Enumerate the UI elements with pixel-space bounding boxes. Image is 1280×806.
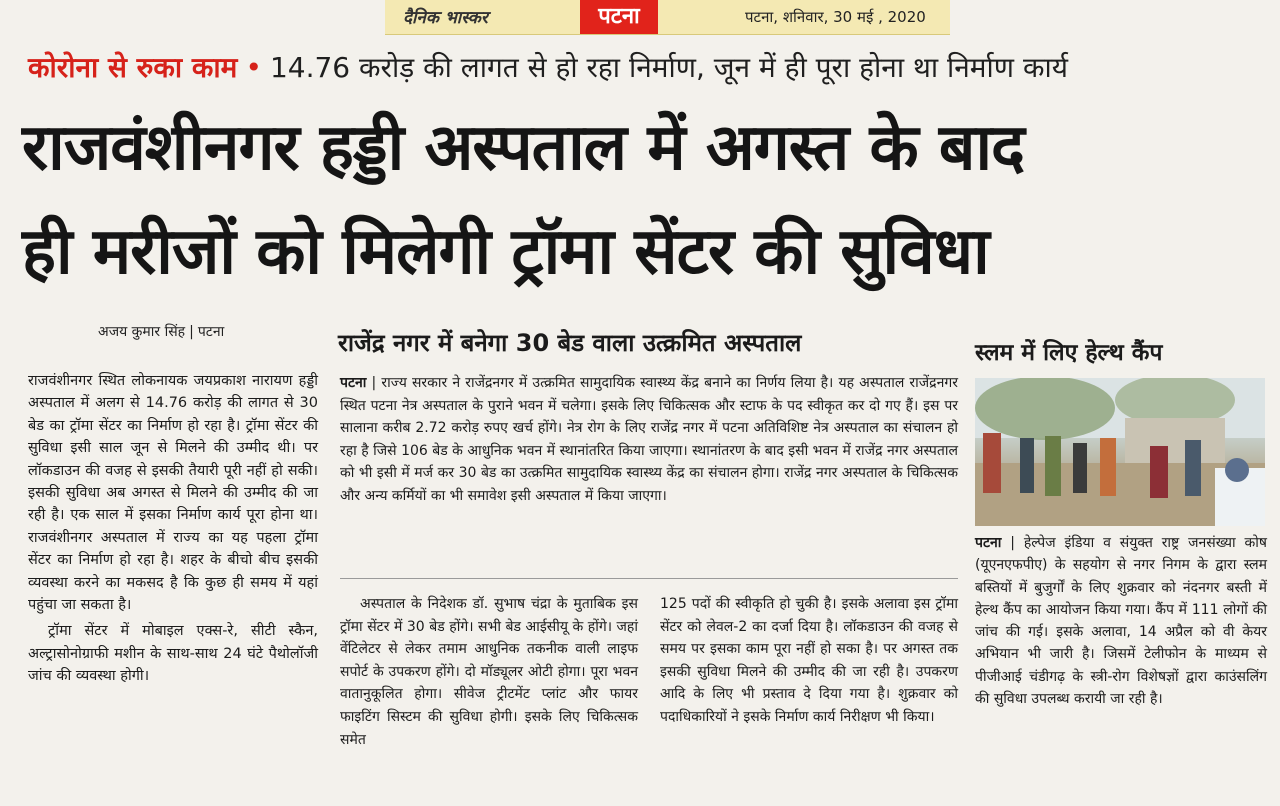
left-paragraph-1: राजवंशीनगर स्थित लोकनायक जयप्रकाश नारायण हड्डी अस्पताल में अलग से 14.76 करोड़ की लागत से 30 बेड का ट्रॉमा सेंटर का निर्माण हो रहा है। ट्रॉमा सेंटर की सुविधा इसी साल जून से मिलने की उम्मीद थी। पर लॉकडाउन की वजह से इसकी तैयारी पूरी नहीं हो सकी। इसकी सुविधा अब अगस्त से मिलने की उम्मीद की जा रही है। एक साल में इसका निर्माण कार्य पूरा होना था। राजवंशीनगर अस्पताल में राज्य का यह पहला ट्रॉमा सेंटर का निर्माण हो रहा है। शहर के बीचो बीच इसकी व्यवस्था करने का मकसद है कि कुछ ही समय में यहां पहुंचा जा सकता है।: [28, 373, 318, 614]
masthead: [385, 0, 950, 35]
sidebar-caption: पटना | हेल्पेज इंडिया व संयुक्त राष्ट्र जनसंख्या कोष (यूएनएफपीए) के सहयोग से नगर निगम के द्वारा स्लम बस्तियों में बुजुर्गों के लिए शुक्रवार को नंदनगर बस्ती में हेल्थ कैंप का आयोजन किया गया। कैंप में 111 लोगों की जांच की गई। इसके अलावा, 14 अप्रैल को वी केयर अभियान भी जारी है। जिसमें टेलीफोन के माध्यम से पीजीआई चंडीगढ़ के स्त्री-रोग विशेषज्ञों द्वारा काउंसलिंग की सुविधा उपलब्ध करायी जा रही है।: [975, 535, 1267, 708]
kicker-tag: कोरोना से रुका काम: [28, 51, 238, 84]
middle-column-2: [660, 593, 958, 729]
section-divider: [340, 578, 958, 579]
newspaper-brand: दैनिक भास्कर: [403, 8, 488, 28]
bullet-icon: •: [245, 51, 262, 84]
sub-story-text: राज्य सरकार ने राजेंद्रनगर में उत्क्रमित सामुदायिक स्वास्थ्य केंद्र बनाने का निर्णय लिया है। यह अस्पताल राजेंद्रनगर स्थित पटना नेत्र अस्पताल के पुराने भवन में चलेगा। इसके लिए चिकित्सक और स्टाफ के पद स्वीकृत कर दो गए हैं। इस पर सालाना करीब 2.72 करोड़ रुपए खर्च होंगे। नेत्र रोग के लिए राजेंद्र नगर में पटना अतिविशिष्ट नेत्र अस्पताल का संचालन हो रहा है जिसे 106 बेड के आधुनिक भवन में स्थानांतरित किया जाएगा। स्थानांतरण के बाद इसी भवन में राजेंद्र नगर अस्पताल को भी इसी में मर्ज कर 30 बेड का उत्क्रमित सामुदायिक स्वास्थ्य केंद्र का संचालन होगा। राजेंद्र नगर अस्पताल के चिकित्सक और अन्य कर्मियों का भी समावेश इसी अस्पताल में किया जाएगा।: [340, 375, 958, 504]
photo-illustration: [975, 378, 1265, 526]
sub-headline: राजेंद्र नगर में बनेगा 30 बेड वाला उत्क्रमित अस्पताल: [338, 329, 802, 357]
middle-column-2-text: 125 पदों की स्वीकृति हो चुकी है। इसके अलावा इस ट्रॉमा सेंटर को लेवल-2 का दर्जा दिया है। लॉकडाउन की वजह से समय पर इसका काम पूरा नहीं हो सका है। पर अगस्त तक इसकी सुविधा मिलने की उम्मीद की जा रही है। उपकरण आदि के लिए भी प्रस्ताव दे दिया गया है। शुक्रवार को पदाधिकारियों ने इसके निर्माण कार्य निरीक्षण भी किया।: [660, 596, 958, 725]
sub-story-dateline: पटना: [340, 375, 367, 391]
main-headline: [22, 96, 1267, 304]
sub-story-body: पटना | राज्य सरकार ने राजेंद्रनगर में उत्क्रमित सामुदायिक स्वास्थ्य केंद्र बनाने का निर्णय लिया है। यह अस्पताल राजेंद्रनगर स्थित पटना नेत्र अस्पताल के पुराने भवन में चलेगा। इसके लिए चिकित्सक और स्टाफ के पद स्वीकृत कर दो गए हैं। इस पर सालाना करीब 2.72 करोड़ रुपए खर्च होंगे। नेत्र रोग के लिए राजेंद्र नगर में पटना अतिविशिष्ट नेत्र अस्पताल का संचालन हो रहा है जिसे 106 बेड के आधुनिक भवन में स्थानांतरित किया जाएगा। स्थानांतरण के बाद इसी भवन में राजेंद्र नगर अस्पताल को भी इसी में मर्ज कर 30 बेड का उत्क्रमित सामुदायिक स्वास्थ्य केंद्र का संचालन होगा। राजेंद्र नगर अस्पताल के चिकित्सक और अन्य कर्मियों का भी समावेश इसी अस्पताल में किया जाएगा।: [340, 375, 958, 504]
sidebar-caption-text: हेल्पेज इंडिया व संयुक्त राष्ट्र जनसंख्या कोष (यूएनएफपीए) के सहयोग से नगर निगम के द्वारा स्लम बस्तियों में बुजुर्गों के लिए शुक्रवार को नंदनगर बस्ती में हेल्थ कैंप का आयोजन किया गया। कैंप में 111 लोगों की जांच की गई। इसके अलावा, 14 अप्रैल को वी केयर अभियान भी जारी है। जिसमें टेलीफोन के माध्यम से पीजीआई चंडीगढ़ के स्त्री-रोग विशेषज्ञों द्वारा काउंसलिंग की सुविधा उपलब्ध करायी जा रही है।: [975, 535, 1267, 708]
health-camp-photo: [975, 378, 1265, 526]
byline-author: अजय कुमार सिंह: [98, 324, 186, 340]
edition-date: पटना, शनिवार, 30 मई , 2020: [745, 8, 926, 26]
middle-column-1-text: अस्पताल के निदेशक डॉ. सुभाष चंद्रा के मुताबिक इस ट्रॉमा सेंटर में 30 बेड होंगे। सभी बेड आईसीयू के होंगे। जहां वेंटिलेटर से लेकर तमाम आधुनिक तकनीक वाली लाइफ सपोर्ट के उपकरण होंगे। दो मॉड्यूलर ओटी होगा। पूरा भवन वातानुकूलित होगा। सीवेज ट्रीटमेंट प्लांट और फायर फाइटिंग सिस्टम की सुविधा होगी। इसके लिए चिकित्सक समेत: [340, 596, 638, 748]
byline: [98, 322, 224, 341]
headline-line-2: ही मरीजों को मिलेगी ट्रॉमा सेंटर की सुविधा: [22, 215, 989, 289]
headline-line-1: राजवंशीनगर हड्डी अस्पताल में अगस्त के बाद: [22, 111, 1025, 185]
kicker-line: [28, 48, 1268, 88]
middle-column-1: [340, 593, 638, 751]
sidebar-dateline: पटना: [975, 535, 1002, 551]
sidebar-title: स्लम में लिए हेल्थ कैंप: [975, 340, 1163, 366]
kicker-text: 14.76 करोड़ की लागत से हो रहा निर्माण, जून में ही पूरा होना था निर्माण कार्य: [269, 51, 1068, 84]
edition-city-badge: पटना: [580, 0, 658, 34]
byline-separator: |: [189, 324, 194, 340]
left-paragraph-2: ट्रॉमा सेंटर में मोबाइल एक्स-रे, सीटी स्कैन, अल्ट्रासोनोग्राफी मशीन के साथ-साथ 24 घंटे पैथोलॉजी जांच की व्यवस्था होगी।: [28, 623, 318, 685]
left-column: [28, 370, 318, 692]
byline-place: पटना: [197, 324, 225, 340]
